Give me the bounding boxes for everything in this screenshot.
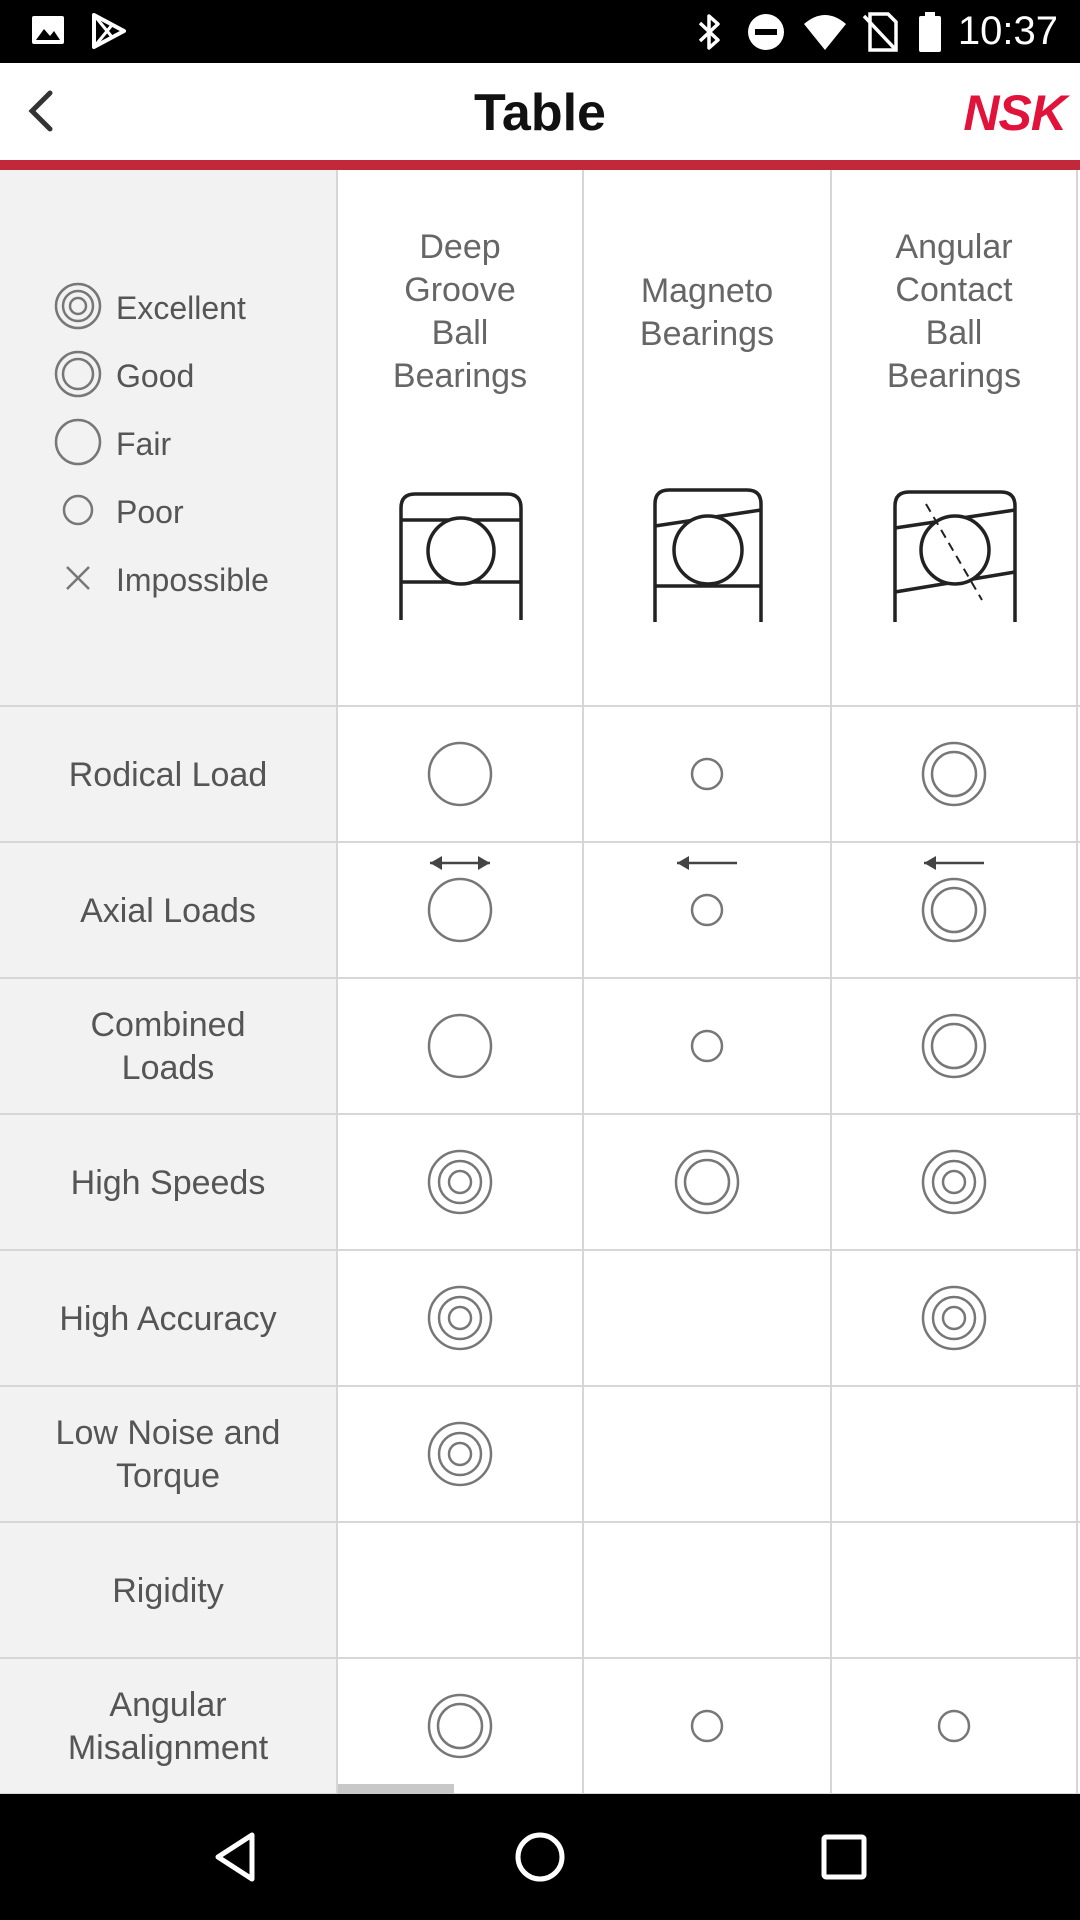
excellent-rating-icon [933, 1161, 975, 1203]
excellent-rating-icon [943, 1307, 965, 1329]
bluetooth-icon [694, 12, 726, 52]
excellent-rating-icon [449, 1171, 471, 1193]
play-store-icon [90, 12, 128, 50]
excellent-rating-icon [449, 1307, 471, 1329]
arrowhead-left-icon [924, 856, 936, 870]
column-header-deep-groove: Deep Groove Ball Bearings [392, 228, 528, 395]
row-label-rigidity: Rigidity [112, 1572, 224, 1610]
legend-label: Poor [116, 494, 184, 530]
poor-rating-icon [692, 1711, 722, 1741]
arrowhead-left-icon [677, 856, 689, 870]
wifi-icon [802, 12, 848, 52]
fair-rating-icon [429, 1015, 491, 1077]
poor-rating-icon [50, 482, 106, 538]
fair-rating-icon [50, 414, 106, 470]
no-sim-icon [862, 12, 898, 52]
status-time: 10:37 [957, 9, 1058, 53]
excellent-rating-icon [439, 1433, 481, 1475]
good-rating-icon [932, 888, 976, 932]
column-header-angular-contact: Angular Contact Ball Bearings [886, 228, 1022, 395]
arrowhead-right-icon [478, 856, 490, 870]
navigation-bar [0, 1794, 1080, 1920]
deep-groove-bearing-drawing [398, 490, 524, 620]
horizontal-scrollbar-thumb[interactable] [338, 1784, 454, 1794]
excellent-rating-icon [943, 1171, 965, 1193]
row-label-high-speeds: High Speeds [70, 1164, 266, 1202]
table-grid [0, 170, 1080, 1794]
excellent-rating-icon [439, 1161, 481, 1203]
row-label-angular-misalignment: Angular Misalignment [67, 1686, 269, 1767]
status-bar [0, 0, 1080, 63]
excellent-rating-icon [50, 278, 106, 334]
row-label-combined-loads: Combined Loads [90, 1006, 246, 1087]
legend-label: Impossible [116, 562, 269, 598]
magneto-bearing-drawing [652, 486, 764, 622]
header-accent-rule [0, 160, 1080, 170]
legend-label: Fair [116, 426, 172, 462]
poor-rating-icon [692, 1031, 722, 1061]
good-rating-icon [932, 1024, 976, 1068]
impossible-rating-icon [50, 550, 106, 606]
app-bar [0, 63, 1080, 160]
do-not-disturb-icon [746, 12, 786, 52]
battery-icon [918, 12, 942, 52]
excellent-rating-icon [439, 1297, 481, 1339]
good-rating-icon [50, 346, 106, 402]
row-label-low-noise-torque: Low Noise and Torque [55, 1414, 281, 1495]
fair-rating-icon [429, 879, 491, 941]
comparison-table[interactable] [0, 170, 1080, 1794]
legend-label: Good [116, 358, 195, 394]
page-title: Table [474, 84, 606, 142]
excellent-rating-icon [933, 1297, 975, 1339]
fair-rating-icon [429, 743, 491, 805]
arrowhead-left-icon [430, 856, 442, 870]
column-header-magneto: Magneto Bearings [639, 272, 775, 353]
legend-label: Excellent [116, 290, 246, 326]
good-rating-icon [685, 1160, 729, 1204]
home-circle-icon[interactable] [510, 1827, 570, 1887]
good-rating-icon [932, 752, 976, 796]
poor-rating-icon [939, 1711, 969, 1741]
row-label-rodical-load: Rodical Load [68, 756, 268, 794]
row-label-axial-loads: Axial Loads [80, 892, 256, 930]
poor-rating-icon [692, 895, 722, 925]
excellent-rating-icon [449, 1443, 471, 1465]
recents-square-icon[interactable] [814, 1827, 874, 1887]
good-rating-icon [438, 1704, 482, 1748]
back-triangle-icon[interactable] [206, 1827, 266, 1887]
row-label-high-accuracy: High Accuracy [59, 1300, 277, 1338]
angular-contact-bearing-drawing [892, 488, 1018, 622]
poor-rating-icon [692, 759, 722, 789]
image-icon [30, 12, 66, 48]
brand-logo: NSK [963, 85, 1066, 141]
